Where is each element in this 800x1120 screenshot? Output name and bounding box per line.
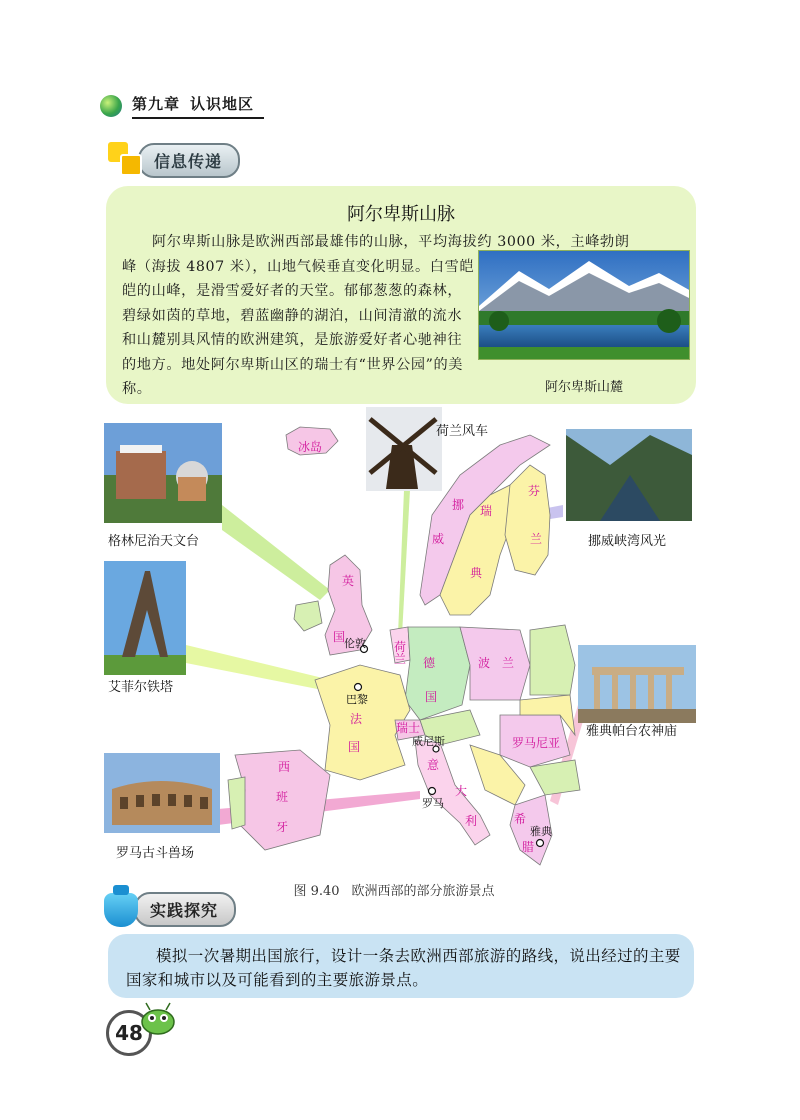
label-france-2: 国 xyxy=(348,740,361,754)
squares-icon xyxy=(104,140,146,180)
label-sweden-2: 典 xyxy=(470,566,483,580)
label-switzerland: 瑞士 xyxy=(396,721,421,735)
label-netherlands-2: 兰 xyxy=(394,652,407,666)
label-spain-2: 班 xyxy=(276,790,289,804)
figure-title: 欧洲西部的部分旅游景点 xyxy=(351,884,495,899)
label-germany-1: 德 xyxy=(423,656,436,670)
practice-badge xyxy=(104,892,236,927)
practice-box xyxy=(108,934,694,998)
alps-photo xyxy=(478,250,690,360)
practice-text: 模拟一次暑期出国旅行，设计一条去欧洲西部旅游的路线，说出经过的主要国家和城市以及可能看到的主要旅游景点。 xyxy=(126,947,681,989)
caption-eiffel: 艾菲尔铁塔 xyxy=(108,680,174,695)
figure-number: 图 9.40 xyxy=(293,884,340,899)
practice-badge-label: 实践探究 xyxy=(134,892,236,927)
label-greece-1: 希 xyxy=(514,812,527,826)
label-uk-1: 英 xyxy=(342,574,355,588)
info-box xyxy=(106,186,696,404)
chapter-header xyxy=(100,92,264,120)
country-poland xyxy=(460,627,530,700)
page-number-badge xyxy=(106,1010,152,1056)
europe-map-figure xyxy=(0,405,800,895)
label-romania: 罗马尼亚 xyxy=(512,736,561,750)
caption-fjord: 挪威峡湾风光 xyxy=(588,534,667,549)
info-badge-label: 信息传递 xyxy=(138,143,240,178)
city-venice: 威尼斯 xyxy=(412,735,445,748)
label-netherlands-1: 荷 xyxy=(394,640,407,654)
label-spain-3: 牙 xyxy=(276,820,289,834)
label-italy-1: 意 xyxy=(427,758,440,772)
label-uk-2: 国 xyxy=(333,630,346,644)
info-text-rest: 峰（海拔 4807 米），山地气候垂直变化明显。白雪皑皑的山峰，是滑雪爱好者的天堂。郁郁葱葱的森林，碧绿如茵的草地，碧蓝幽静的湖泊，山间清澈的流水和山麓别具风情的欧洲建筑，是旅游爱好者心驰神往的地方。地处阿尔卑斯山区的瑞士有“世界公园”的美称。 xyxy=(122,258,475,397)
caption-windmill: 荷兰风车 xyxy=(436,424,489,439)
photo-greenwich xyxy=(104,423,222,523)
globe-icon xyxy=(100,95,122,117)
chapter-name: 认识地区 xyxy=(190,95,255,113)
caption-parthenon: 雅典帕台农神庙 xyxy=(586,724,678,739)
beaker-icon xyxy=(104,893,138,927)
label-spain-1: 西 xyxy=(278,760,291,774)
label-france-1: 法 xyxy=(350,712,363,726)
city-dot-rome xyxy=(429,788,436,795)
label-norway-1: 挪 xyxy=(452,498,465,512)
caption-greenwich: 格林尼治天文台 xyxy=(108,534,200,549)
chapter-title xyxy=(132,93,264,119)
photo-windmill xyxy=(366,407,442,491)
label-poland-1: 波 xyxy=(478,656,491,670)
label-italy-2: 大 xyxy=(455,784,468,798)
city-dot-paris xyxy=(355,684,362,691)
label-poland-2: 兰 xyxy=(502,656,515,670)
city-paris: 巴黎 xyxy=(346,693,368,706)
alps-photo-caption: 阿尔卑斯山麓 xyxy=(544,380,623,395)
info-text-line1: 阿尔卑斯山脉是欧洲西部最雄伟的山脉，平均海拔约 3000 米，主峰勃朗 xyxy=(152,234,630,250)
label-norway-2: 威 xyxy=(432,532,445,546)
chapter-number: 第九章 xyxy=(132,95,181,113)
label-greece-2: 腊 xyxy=(522,840,535,854)
city-rome: 罗马 xyxy=(422,797,444,810)
caption-colosseum: 罗马古斗兽场 xyxy=(116,846,195,861)
city-dot-athens xyxy=(537,840,544,847)
city-athens: 雅典 xyxy=(530,825,552,838)
label-finland-2: 兰 xyxy=(530,532,543,546)
page-number: 48 xyxy=(106,1010,152,1056)
label-italy-3: 利 xyxy=(465,814,478,828)
info-badge xyxy=(104,140,240,180)
photo-colosseum xyxy=(104,753,220,833)
label-iceland: 冰岛 xyxy=(298,440,323,454)
photo-fjord xyxy=(566,429,692,521)
label-germany-2: 国 xyxy=(425,690,438,704)
bug-icon xyxy=(138,1002,178,1036)
info-title: 阿尔卑斯山脉 xyxy=(347,204,455,225)
label-sweden-1: 瑞 xyxy=(480,504,493,518)
city-london: 伦敦 xyxy=(344,637,366,650)
photo-parthenon xyxy=(578,645,696,723)
label-finland-1: 芬 xyxy=(528,484,541,498)
photo-eiffel xyxy=(104,561,186,675)
